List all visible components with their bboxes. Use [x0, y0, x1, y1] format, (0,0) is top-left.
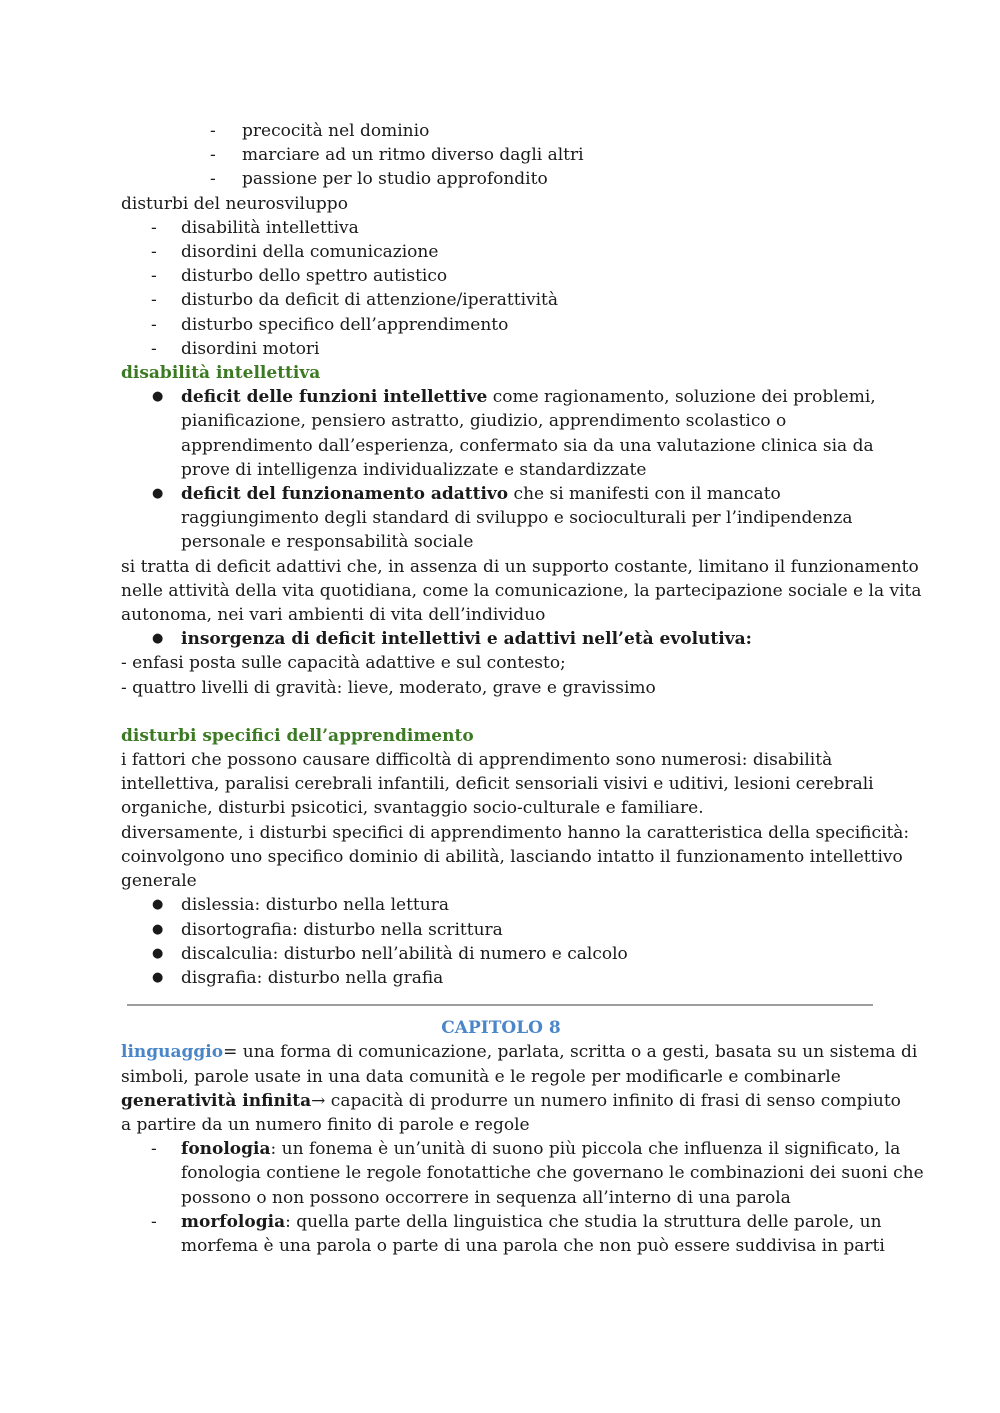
chapter-title: CAPITOLO 8: [441, 1018, 561, 1039]
list-item: - disturbo specifico dell’apprendimento: [121, 313, 881, 337]
paragraph-line: nelle attività della vita quotidiana, come la comunicazione, la partecipazione sociale e la vita: [121, 580, 922, 601]
horizontal-divider: [127, 1004, 873, 1006]
paragraph-line: generale: [121, 871, 197, 892]
bold-term: deficit del funzionamento adattivo: [181, 484, 509, 505]
paragraph-line: organiche, disturbi psicotici, svantaggio socio-culturale e familiare.: [121, 798, 704, 819]
list-item: - disturbo da deficit di attenzione/iperattività: [121, 288, 881, 312]
bullet-item: ● deficit del funzionamento adattivo che si manifesti con il mancato raggiungimento degli standard di sviluppo e socioculturali per l’indipendenza personale e responsabilità sociale: [121, 482, 881, 555]
bold-term: insorgenza di deficit intellettivi e adattivi nell’età evolutiva:: [181, 629, 752, 650]
term-fonologia: fonologia: [181, 1139, 271, 1160]
paragraph-line: diversamente, i disturbi specifici di apprendimento hanno la caratteristica della specificità:: [121, 822, 910, 843]
paragraph-line: coinvolgono uno specifico dominio di abilità, lasciando intatto il funzionamento intellettivo: [121, 846, 903, 867]
paragraph-line: i fattori che possono causare difficoltà di apprendimento sono numerosi: disabilità: [121, 750, 833, 771]
bold-term: deficit delle funzioni intellettive: [181, 387, 488, 408]
page-content: - precocità nel dominio - marciare ad un ritmo diverso dagli altri - passione per lo studio approfondito disturbi del neurosviluppo - disabilità intellettiva - disordini della comunicazione - disturbo dello spettro autistico - disturbo da deficit di attenzione/iperattività - disturbo specifico dell’apprendimento - disordini motori disabilità intellettiva ● deficit delle funzioni intellettive come ragionamento, soluzione dei problemi, pianificazione, pensiero astratto, giudizio, apprendimento scolastico o apprendimento dall’esperienza, confermato sia da una valutazione clinica sia da prove di intelligenza individualizzate e standardizzate ● deficit del funzionamento adattivo che si manifesti con il mancato raggiungimento degli standard di sviluppo e socioculturali per l’indipendenza personale e responsabilità sociale si tratta di deficit adattivi che, in assenza di un supporto costante, limitano il funzionamento nelle attività della vita quotidiana, come la comunicazione, la partecipazione sociale e la vita autonoma, nei vari ambienti di vita dell’individuo ● insorgenza di deficit intellettivi e adattivi nell’età evolutiva: - enfasi posta sulle capacità adattive e sul contesto; - quattro livelli di gravità: lieve, moderato, grave e gravissimo disturbi specifici dell’apprendimento i fattori che possono causare difficoltà di apprendimento sono numerosi: disabilità intellettiva, paralisi cerebrali infantili, deficit sensoriali visivi e uditivi, lesioni cerebrali organiche, disturbi psicotici, svantaggio socio-culturale e familiare. diversamente, i disturbi specifici di apprendimento hanno la caratteristica della specificità: coinvolgono uno specifico dominio di abilità, lasciando intatto il funzionamento intellettivo generale ● dislessia: disturbo nella lettura ● disortografia: disturbo nella scrittura ● discalculia: disturbo nell’abilità di numero e calcolo ● disgrafia: disturbo nella grafia CAPITOLO 8 linguaggio= una forma di comunicazione, parlata, scritta o a gesti, basata su un sistema di simboli, parole usate in una data comunità e le regole per modificarle e combinarle generatività infinita→ capacità di produrre un numero infinito di frasi di senso compiuto a partire da un numero finito di parole e regole - fonologia: un fonema è un’unità di suono più piccola che influenza il significato, la fonologia contiene le regole fonotattiche che governano le combinazioni dei suoni che possono o non possono occorrere in sequenza all’interno di una parola - morfologia: quella parte della linguistica che studia la struttura delle parole, un morfema è una parola o parte di una parola che non può essere suddivisa in parti: [121, 119, 881, 1258]
bullet-item: ● dislessia: disturbo nella lettura: [121, 893, 881, 917]
bullet-item: ● disgrafia: disturbo nella grafia: [121, 966, 881, 990]
note-line: - quattro livelli di gravità: lieve, moderato, grave e gravissimo: [121, 677, 656, 698]
note-line: - enfasi posta sulle capacità adattive e sul contesto;: [121, 653, 566, 674]
term-morfologia: morfologia: [181, 1211, 286, 1232]
paragraph-line: autonoma, nei vari ambienti di vita dell’individuo: [121, 605, 546, 626]
paragraph-line: si tratta di deficit adattivi che, in assenza di un supporto costante, limitano il funzionamento: [121, 556, 919, 577]
list-item: - fonologia: un fonema è un’unità di suono più piccola che influenza il significato, la fonologia contiene le regole fonotattiche che governano le combinazioni dei suoni che possono o non possono occorrere in sequenza all’interno di una parola: [121, 1137, 881, 1210]
section-heading: disabilità intellettiva: [121, 363, 321, 384]
bullet-item: ● discalculia: disturbo nell’abilità di numero e calcolo: [121, 942, 881, 966]
bullet-item: ● disortografia: disturbo nella scrittura: [121, 918, 881, 942]
list-item: - disordini della comunicazione: [121, 240, 881, 264]
paragraph-line: a partire da un numero finito di parole e regole: [121, 1114, 530, 1135]
neuro-title: disturbi del neurosviluppo: [121, 193, 348, 214]
list-item: - precocità nel dominio: [121, 119, 881, 143]
list-item: - passione per lo studio approfondito: [121, 167, 881, 191]
term-generativita: generatività infinita: [121, 1090, 312, 1111]
list-item: - disabilità intellettiva: [121, 216, 881, 240]
list-item: - disturbo dello spettro autistico: [121, 264, 881, 288]
term-linguaggio: linguaggio: [121, 1042, 224, 1063]
paragraph-line: intellettiva, paralisi cerebrali infantili, deficit sensoriali visivi e uditivi, lesioni cerebrali: [121, 774, 874, 795]
paragraph-line: simboli, parole usate in una data comunità e le regole per modificarle e combinarle: [121, 1066, 841, 1087]
list-item: - marciare ad un ritmo diverso dagli altri: [121, 143, 881, 167]
list-item: - morfologia: quella parte della linguistica che studia la struttura delle parole, un morfema è una parola o parte di una parola che non può essere suddivisa in parti: [121, 1210, 881, 1258]
bullet-item: ● deficit delle funzioni intellettive come ragionamento, soluzione dei problemi, pianificazione, pensiero astratto, giudizio, apprendimento scolastico o apprendimento dall’esperienza, confermato sia da una valutazione clinica sia da prove di intelligenza individualizzate e standardizzate: [121, 385, 881, 482]
spacer: [121, 700, 881, 724]
bullet-item: [121, 627, 881, 651]
list-item: - disordini motori: [121, 337, 881, 361]
section-heading: disturbi specifici dell’apprendimento: [121, 725, 474, 746]
